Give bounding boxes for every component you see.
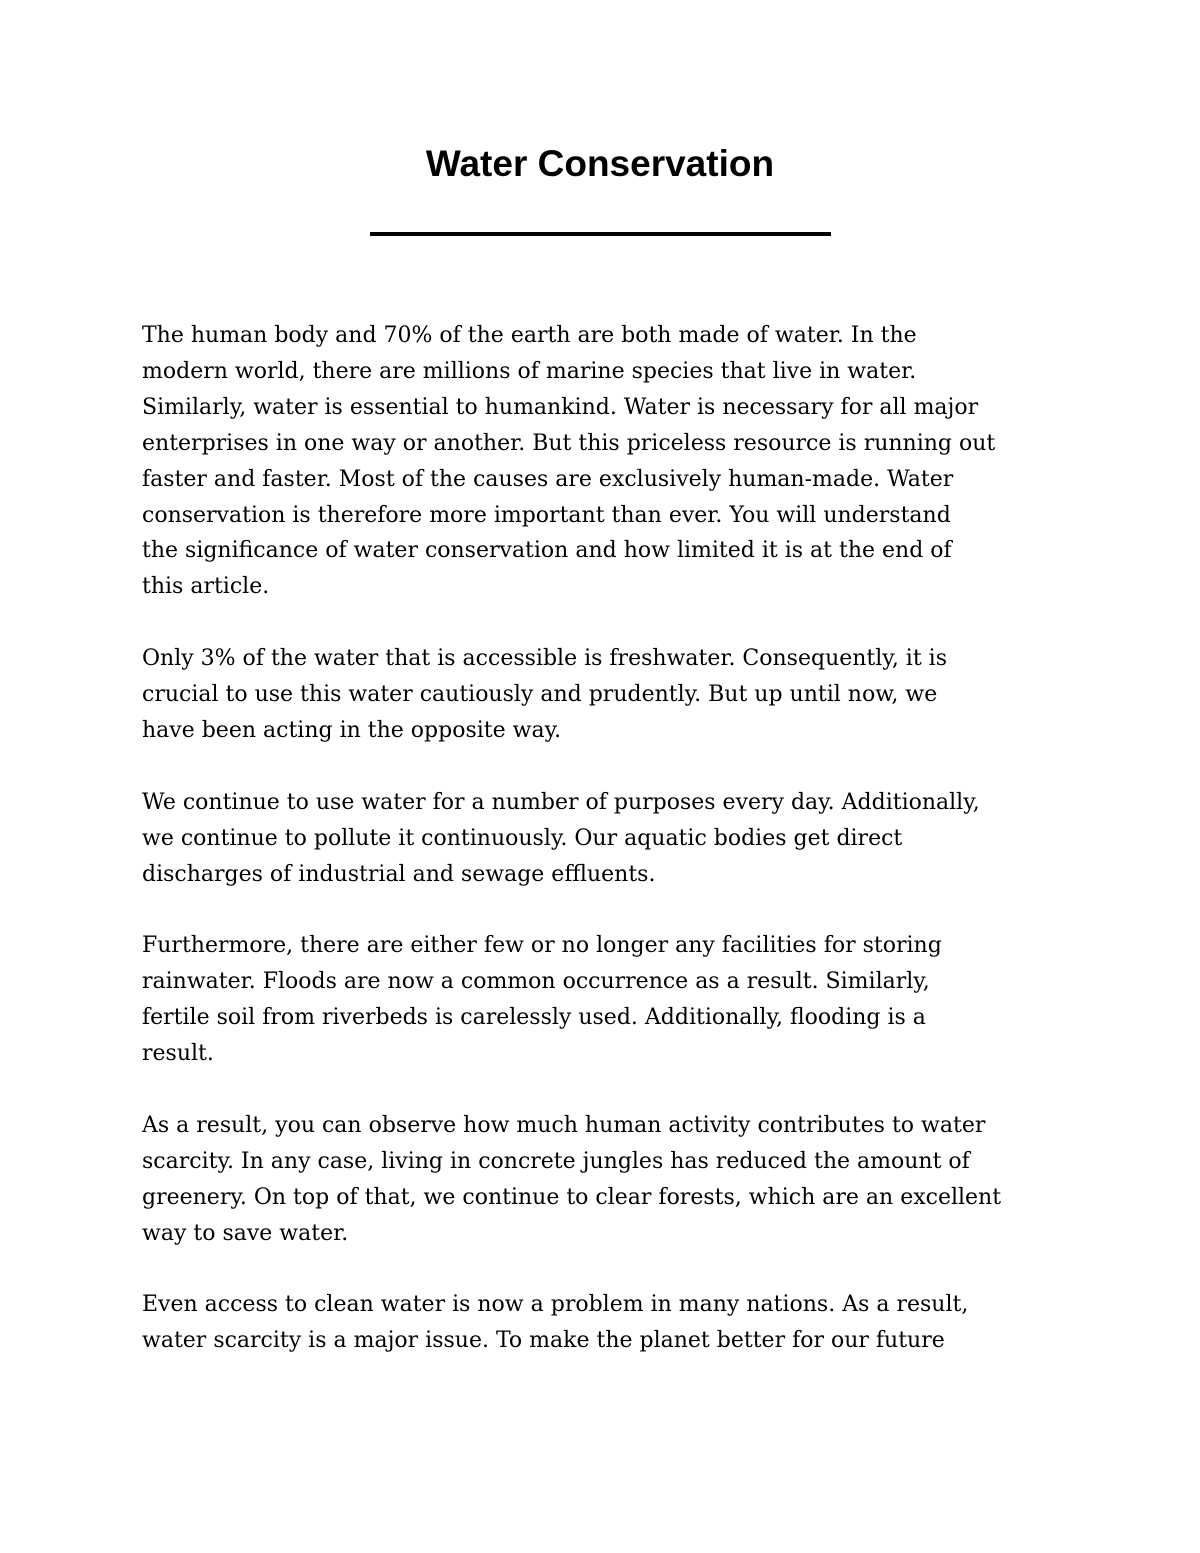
paragraph-line: we continue to pollute it continuously. Our aquatic bodies get direct <box>142 825 903 851</box>
page-title: Water Conservation <box>425 143 775 184</box>
paragraph-4 <box>142 928 1072 1072</box>
paragraph-3 <box>142 785 1072 893</box>
paragraph-line: The human body and 70% of the earth are both made of water. In the <box>142 323 917 348</box>
paragraph-line: have been acting in the opposite way. <box>142 717 562 743</box>
paragraph-line: Only 3% of the water that is accessible is freshwater. Consequently, it is <box>142 646 947 672</box>
paragraph-line: Similarly, water is essential to humankind. Water is necessary for all major <box>142 394 979 420</box>
paragraph-5 <box>142 1108 1072 1252</box>
document-body <box>142 318 1072 1395</box>
paragraph-2 <box>142 641 1072 749</box>
paragraph-line: conservation is therefore more important than ever. You will understand <box>142 502 951 528</box>
paragraph-line: faster and faster. Most of the causes are exclusively human-made. Water <box>142 466 954 492</box>
paragraph-line: way to save water. <box>142 1220 349 1246</box>
paragraph-line: this article. <box>142 574 270 600</box>
paragraph-line: water scarcity is a major issue. To make the planet better for our future <box>142 1328 945 1354</box>
paragraph-line: We continue to use water for a number of purposes every day. Additionally, <box>142 789 980 815</box>
paragraph-1 <box>142 318 1072 605</box>
paragraph-line: scarcity. In any case, living in concrete jungles has reduced the amount of <box>142 1148 970 1174</box>
paragraph-line: fertile soil from riverbeds is carelessly used. Additionally, flooding is a <box>142 1005 926 1031</box>
paragraph-line: enterprises in one way or another. But this priceless resource is running out <box>142 430 996 456</box>
paragraph-line: crucial to use this water cautiously and prudently. But up until now, we <box>142 682 938 708</box>
paragraph-line: modern world, there are millions of marine species that live in water. <box>142 358 917 384</box>
paragraph-line: As a result, you can observe how much human activity contributes to water <box>142 1112 986 1138</box>
paragraph-line: result. <box>142 1041 214 1067</box>
paragraph-line: Even access to clean water is now a problem in many nations. As a result, <box>142 1292 969 1318</box>
paragraph-line: discharges of industrial and sewage effluents. <box>142 861 656 887</box>
title-underline-rule <box>370 232 831 236</box>
paragraph-line: rainwater. Floods are now a common occurrence as a result. Similarly, <box>142 969 930 995</box>
paragraph-line: Furthermore, there are either few or no longer any facilities for storing <box>142 933 942 959</box>
paragraph-line: the significance of water conservation and how limited it is at the end of <box>142 538 952 564</box>
paragraph-line: greenery. On top of that, we continue to clear forests, which are an excellent <box>142 1184 1002 1210</box>
paragraph-6 <box>142 1287 1072 1359</box>
